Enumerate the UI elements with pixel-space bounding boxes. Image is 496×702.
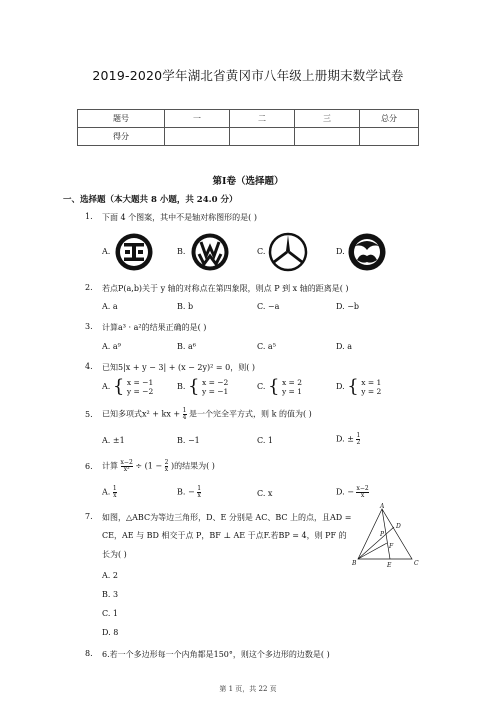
fraction: [356, 486, 368, 499]
equation-system: [282, 378, 302, 396]
score-table-header-row: [78, 110, 419, 128]
option-c: C. a⁵: [257, 342, 276, 351]
score-table: [77, 109, 419, 146]
equation-line: x = 1: [361, 378, 382, 387]
option-d: [336, 433, 360, 446]
option-label: D.: [336, 382, 345, 391]
triangle-figure: [350, 503, 422, 569]
question-text: 计算a³ · a²的结果正确的是( ): [102, 323, 207, 332]
score-input-cell[interactable]: [360, 128, 419, 146]
score-cell: 三: [295, 110, 360, 128]
fraction: [197, 486, 201, 499]
option-label: D.: [336, 247, 345, 256]
option-label: A.: [102, 382, 111, 391]
question-number: 2.: [85, 283, 93, 292]
question-text-part: 计算: [102, 461, 118, 471]
option-label: B.: [177, 247, 186, 256]
question-number: 8.: [85, 649, 93, 658]
option-label: B. −: [177, 487, 195, 497]
figure-label-f: F: [389, 543, 394, 550]
score-cell: 二: [230, 110, 295, 128]
option-c: C. x: [257, 489, 273, 498]
brace-icon: {: [267, 376, 280, 397]
question-number: 5.: [85, 410, 93, 419]
option-a: A. ±1: [102, 436, 125, 445]
figure-label-p: P: [380, 531, 385, 538]
fraction-denominator: x: [164, 466, 169, 473]
exam-title: 2019-2020学年湖北省黄冈市八年级上册期末数学试卷: [92, 68, 404, 83]
question-number: 3.: [85, 322, 93, 331]
option-d: [336, 378, 381, 396]
fraction-denominator: 4: [182, 414, 187, 421]
figure-label-e: E: [387, 562, 392, 569]
question-number: 1.: [85, 212, 93, 221]
brace-icon: {: [187, 376, 200, 397]
equation-line: x = 2: [281, 378, 302, 387]
option-label: D. −: [336, 487, 354, 497]
question-text: [102, 460, 215, 473]
question-text-part: )的结果为( ): [170, 461, 215, 471]
option-b: B. −1: [177, 436, 200, 445]
question-number: 4.: [85, 362, 93, 371]
equation-line: y = −1: [201, 387, 229, 396]
fraction-numerator: 1: [356, 432, 361, 439]
option-label: B.: [177, 382, 186, 391]
equation-line: x = −1: [126, 378, 154, 387]
brace-icon: {: [112, 376, 125, 397]
option-a: A. a⁹: [102, 342, 121, 351]
question-text: 若点P(a,b)关于 y 轴的对称点在第四象限，则点 P 到 x 轴的距离是( ): [102, 284, 349, 293]
equation-system: [361, 378, 381, 396]
option-label: A.: [102, 487, 111, 497]
fraction-denominator: x: [197, 492, 201, 499]
fraction: [113, 486, 117, 499]
question-number: 6.: [85, 462, 93, 471]
option-b: B. a⁶: [177, 342, 196, 351]
brace-icon: {: [347, 376, 359, 397]
option-c: [257, 378, 302, 396]
question-text-line: CE，AE 与 BD 相交于点 P，BF ⊥ AE 于点F.若BP = 4，则 PF 的: [102, 531, 347, 540]
fraction-denominator: x²: [123, 466, 130, 473]
fraction-denominator: x: [113, 492, 117, 499]
fraction-denominator: 2: [356, 439, 361, 446]
equation-line: x = −2: [201, 378, 229, 387]
option-c: C. 1: [257, 436, 274, 445]
score-cell: 一: [165, 110, 230, 128]
option-b: [177, 378, 228, 396]
option-a: A. a: [102, 302, 118, 311]
figure-label-a: A: [380, 503, 385, 510]
question-text-line: 如图，△ABC为等边三角形，D、E 分别是 AC、BC 上的点，且AD =: [102, 513, 352, 522]
score-cell: 得分: [78, 128, 165, 146]
option-label: C.: [257, 382, 266, 391]
option-label: A.: [102, 247, 111, 256]
volkswagen-logo-icon: [190, 232, 230, 272]
option-b: B. b: [177, 302, 194, 311]
option-a: A. 2: [102, 571, 118, 580]
option-a: [102, 378, 153, 396]
question-text: 已知5|x + y − 3| + (x − 2y)² = 0，则( ): [102, 363, 255, 372]
equation-system: [127, 378, 153, 396]
option-b: B. 3: [102, 590, 119, 599]
fraction-numerator: x−2: [356, 485, 369, 492]
question-text-part: 已知多项式x² + kx +: [102, 409, 181, 419]
option-label: C.: [257, 247, 266, 256]
score-cell: 总分: [360, 110, 419, 128]
page-footer: 第 1 页，共 22 页: [219, 685, 277, 693]
figure-label-b: B: [352, 560, 357, 567]
equation-line: y = −2: [126, 387, 154, 396]
question-text-line: 长为( ): [102, 550, 127, 559]
mercedes-logo-icon: [268, 232, 308, 272]
fraction-denominator: x: [360, 492, 365, 499]
fraction-numerator: 2: [164, 459, 169, 466]
fraction: [165, 460, 169, 473]
fraction-numerator: 1: [197, 485, 202, 492]
figure-label-c: C: [414, 560, 419, 567]
fraction: [183, 408, 187, 421]
option-c: C. −a: [257, 302, 280, 311]
score-input-cell[interactable]: [295, 128, 360, 146]
score-input-cell[interactable]: [230, 128, 295, 146]
question-text-part: ÷ (1 −: [135, 461, 163, 471]
score-table-score-row: [78, 128, 419, 146]
equation-system: [202, 378, 228, 396]
equation-line: y = 2: [361, 387, 382, 396]
equation-line: y = 1: [281, 387, 302, 396]
question-text: 下面 4 个图案，其中不是轴对称图形的是( ): [102, 213, 257, 222]
fraction-numerator: x−2: [120, 459, 133, 466]
fraction: [356, 433, 360, 446]
option-b: [177, 486, 201, 499]
fraction: [121, 460, 133, 473]
question-text: [102, 408, 312, 421]
figure-label-d: D: [396, 523, 401, 530]
option-d: [336, 486, 369, 499]
fraction-numerator: 1: [182, 407, 187, 414]
option-d: D. −b: [336, 302, 360, 311]
question-text: 6.若一个多边形每一个内角都是150°，则这个多边形的边数是( ): [102, 650, 330, 659]
score-cell: 题号: [78, 110, 165, 128]
section-heading: 一、选择题（本大题共 8 小题，共 24.0 分）: [63, 195, 238, 205]
option-label: D. ±: [336, 434, 354, 444]
fraction-numerator: 1: [112, 485, 117, 492]
part-title: 第Ⅰ卷（选择题）: [212, 176, 284, 187]
score-input-cell[interactable]: [165, 128, 230, 146]
question-text-part: 是一个完全平方式，则 k 的值为( ): [189, 409, 312, 419]
option-d: D. 8: [102, 628, 119, 637]
option-d: D. a: [336, 342, 352, 351]
dongfeng-logo-icon: [347, 232, 387, 272]
option-c: C. 1: [102, 609, 119, 618]
option-a: [102, 486, 117, 499]
bank-logo-icon: [114, 232, 154, 272]
question-number: 7.: [85, 512, 93, 521]
